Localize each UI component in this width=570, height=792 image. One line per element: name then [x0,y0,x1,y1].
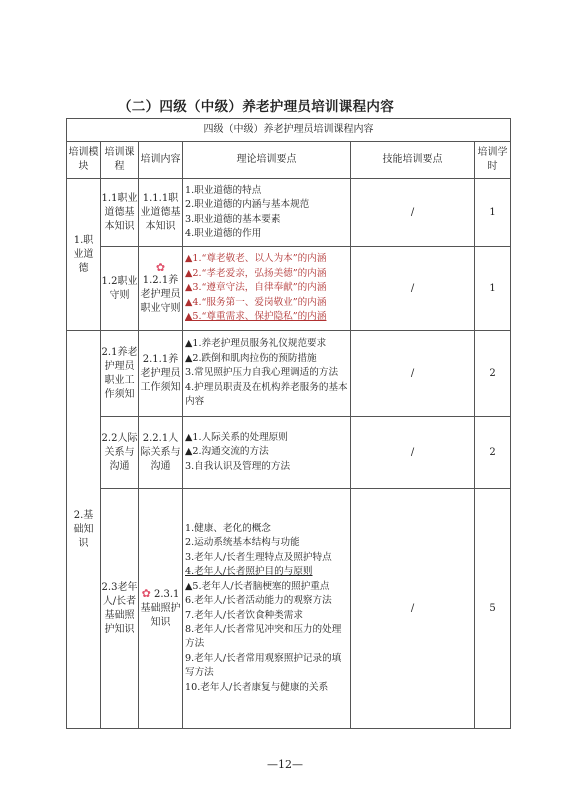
content-cell: 2.2.1人际关系与沟通 [139,417,183,489]
page-number: —12— [267,758,303,771]
header-course: 培训课程 [101,142,139,179]
point: 4.护理员职责及在机构养老服务的基本内容 [185,381,348,408]
point: ▲4.“服务第一、爱岗敬业”的内涵 [185,296,327,308]
section-heading: （二）四级（中级）养老护理员培训课程内容 [118,99,394,115]
point: 3.常见照护压力自我心理调适的方法 [185,367,339,379]
skill-cell: / [351,179,475,247]
point: ▲3.“遵章守法，自律奉献”的内涵 [185,282,327,294]
course-cell: 2.1养老护理员职业工作须知 [101,331,139,417]
module-cell: 2.基础知识 [67,331,101,729]
hours-cell: 2 [475,331,511,417]
module-cell: 1.职业道德 [67,179,101,331]
point: 3.职业道德的基本要素 [185,213,281,225]
content-cell: 1.1.1职业道德基本知识 [139,179,183,247]
point: 2.运动系统基本结构与功能 [185,537,300,549]
course-cell: 2.2人际关系与沟通 [101,417,139,489]
skill-cell: / [351,489,475,729]
hours-cell: 5 [475,489,511,729]
table-row [67,489,511,729]
point: 10.老年人/长者康复与健康的关系 [185,681,329,693]
theory-points [183,247,351,331]
point: 1.健康、老化的概念 [185,523,271,535]
point: ▲2.跌倒和肌肉拉伤的预防措施 [185,352,317,364]
table-row [67,417,511,489]
point: ▲5.“尊重需求、保护隐私”的内涵 [185,311,327,323]
table-row [67,179,511,247]
content-text: 1.2.1养老护理员职业守则 [140,274,181,314]
content-cell [139,247,183,331]
header-skill: 技能培训要点 [351,142,475,179]
header-hours: 培训学时 [475,142,511,179]
point: ▲2.“孝老爱亲，弘扬美德”的内涵 [185,267,327,279]
course-cell: 1.1职业道德基本知识 [101,179,139,247]
theory-points [183,331,351,417]
point: 7.老年人/长者饮食种类需求 [185,609,303,621]
flower-icon: ✿ [141,587,151,600]
course-cell: 2.3老年人/长者基础照护知识 [101,489,139,729]
point: 3.自我认识及管理的方法 [185,460,291,472]
point: 2.职业道德的内涵与基本规范 [185,199,310,211]
theory-points [183,179,351,247]
point: ▲1.“尊老敬老、以人为本”的内涵 [185,253,327,265]
point: 6.老年人/长者活动能力的观察方法 [185,595,332,607]
header-module: 培训模块 [67,142,101,179]
skill-cell: / [351,247,475,331]
hours-cell: 1 [475,247,511,331]
course-cell: 1.2职业守则 [101,247,139,331]
point: 4.职业道德的作用 [185,227,262,239]
point: ▲1.养老护理员服务礼仪规范要求 [185,338,327,350]
hours-cell: 1 [475,179,511,247]
point: 3.老年人/长者生理特点及照护特点 [185,551,332,563]
point: 8.老年人/长者常见冲突和压力的处理方法 [185,623,342,650]
theory-points [183,489,351,729]
hours-cell: 2 [475,417,511,489]
skill-cell: / [351,417,475,489]
point: ▲2.沟通交流的方法 [185,446,269,458]
point: 1.职业道德的特点 [185,184,262,196]
point: ▲1.人际关系的处理原则 [185,431,288,443]
table-title: 四级（中级）养老护理员培训课程内容 [67,119,511,142]
skill-cell: / [351,331,475,417]
content-cell: 2.1.1养老护理员工作须知 [139,331,183,417]
theory-points [183,417,351,489]
flower-icon: ✿ [155,260,166,274]
point: ▲5.老年人/长者脑梗塞的照护重点 [185,580,330,592]
point: 9.老年人/长者常用观察照护记录的填写方法 [185,652,342,679]
header-content: 培训内容 [139,142,183,179]
point: 4.老年人/长者照护目的与原则 [185,566,313,578]
header-theory: 理论培训要点 [183,142,351,179]
table-row [67,331,511,417]
content-cell [139,489,183,729]
course-table [66,118,511,729]
content-text: 2.3.1基础照护知识 [140,589,181,628]
table-row [67,247,511,331]
